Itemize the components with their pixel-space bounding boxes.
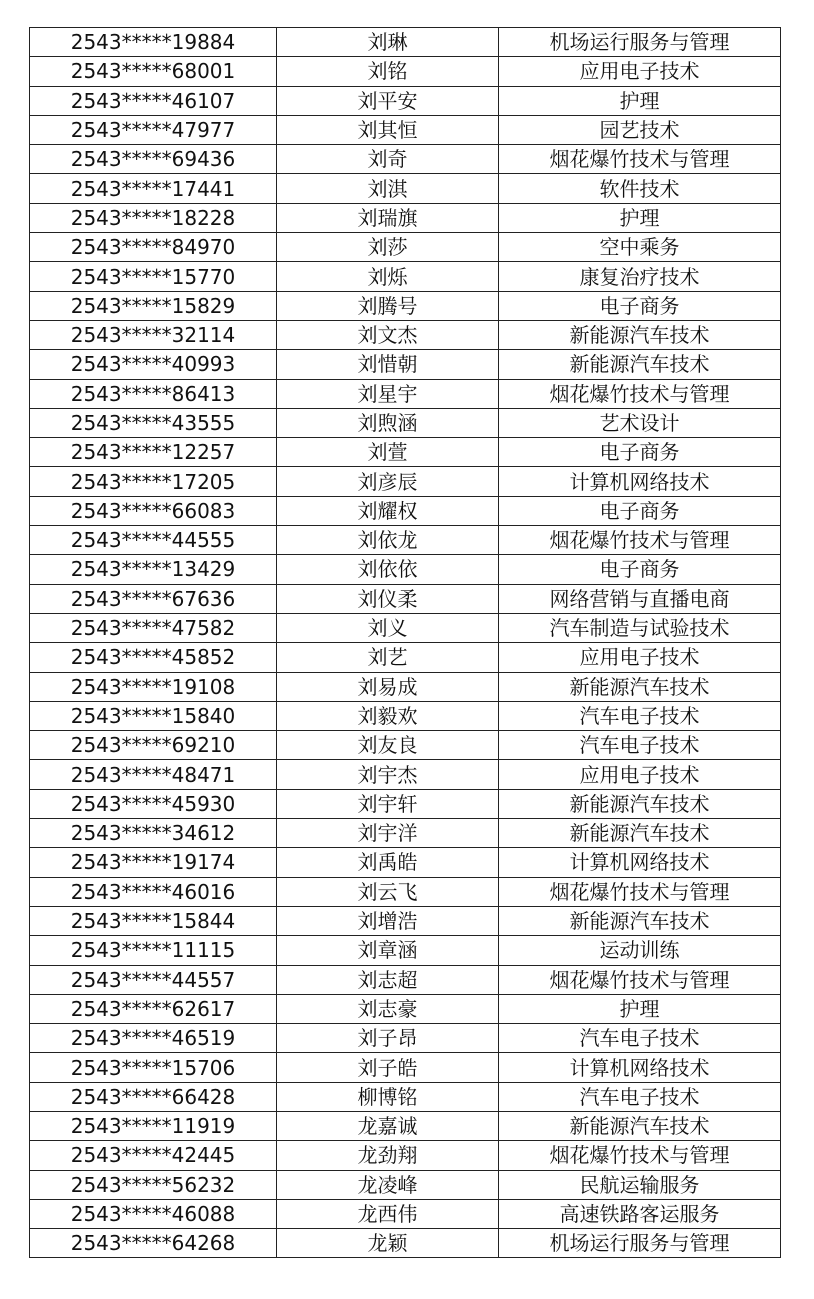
candidate-id-cell: 2543*****43555 bbox=[30, 408, 277, 437]
table-row bbox=[30, 1053, 781, 1082]
major-cell: 新能源汽车技术 bbox=[499, 1111, 781, 1140]
table-row bbox=[30, 496, 781, 525]
student-name-cell: 刘义 bbox=[277, 613, 499, 642]
student-name-cell: 刘星宇 bbox=[277, 379, 499, 408]
major-cell: 新能源汽车技术 bbox=[499, 906, 781, 935]
candidate-id-cell: 2543*****56232 bbox=[30, 1170, 277, 1199]
candidate-id-cell: 2543*****15829 bbox=[30, 291, 277, 320]
candidate-id-cell: 2543*****47582 bbox=[30, 613, 277, 642]
candidate-id-cell: 2543*****84970 bbox=[30, 233, 277, 262]
student-name-cell: 刘平安 bbox=[277, 86, 499, 115]
candidate-id-cell: 2543*****19108 bbox=[30, 672, 277, 701]
table-row bbox=[30, 643, 781, 672]
table-row bbox=[30, 57, 781, 86]
table-row bbox=[30, 28, 781, 57]
student-name-cell: 刘禹皓 bbox=[277, 848, 499, 877]
candidate-id-cell: 2543*****13429 bbox=[30, 555, 277, 584]
candidate-id-cell: 2543*****45930 bbox=[30, 789, 277, 818]
student-name-cell: 刘烁 bbox=[277, 262, 499, 291]
major-cell: 汽车电子技术 bbox=[499, 701, 781, 730]
student-name-cell: 龙西伟 bbox=[277, 1199, 499, 1228]
major-cell: 电子商务 bbox=[499, 438, 781, 467]
major-cell: 汽车电子技术 bbox=[499, 731, 781, 760]
student-name-cell: 刘淇 bbox=[277, 174, 499, 203]
major-cell: 园艺技术 bbox=[499, 115, 781, 144]
major-cell: 计算机网络技术 bbox=[499, 467, 781, 496]
student-name-cell: 刘子皓 bbox=[277, 1053, 499, 1082]
major-cell: 护理 bbox=[499, 86, 781, 115]
candidate-id-cell: 2543*****62617 bbox=[30, 994, 277, 1023]
major-cell: 新能源汽车技术 bbox=[499, 672, 781, 701]
major-cell: 电子商务 bbox=[499, 496, 781, 525]
table-row bbox=[30, 936, 781, 965]
major-cell: 新能源汽车技术 bbox=[499, 320, 781, 349]
candidate-id-cell: 2543*****69210 bbox=[30, 731, 277, 760]
student-name-cell: 刘其恒 bbox=[277, 115, 499, 144]
major-cell: 烟花爆竹技术与管理 bbox=[499, 877, 781, 906]
student-name-cell: 刘增浩 bbox=[277, 906, 499, 935]
student-name-cell: 刘铭 bbox=[277, 57, 499, 86]
table-row bbox=[30, 467, 781, 496]
candidate-id-cell: 2543*****44555 bbox=[30, 526, 277, 555]
major-cell: 艺术设计 bbox=[499, 408, 781, 437]
student-name-cell: 刘琳 bbox=[277, 28, 499, 57]
student-name-cell: 刘耀权 bbox=[277, 496, 499, 525]
candidate-id-cell: 2543*****48471 bbox=[30, 760, 277, 789]
major-cell: 汽车电子技术 bbox=[499, 1024, 781, 1053]
student-name-cell: 刘瑞旗 bbox=[277, 203, 499, 232]
major-cell: 应用电子技术 bbox=[499, 643, 781, 672]
student-name-cell: 刘子昂 bbox=[277, 1024, 499, 1053]
candidate-id-cell: 2543*****17441 bbox=[30, 174, 277, 203]
student-name-cell: 刘彦辰 bbox=[277, 467, 499, 496]
major-cell: 新能源汽车技术 bbox=[499, 789, 781, 818]
major-cell: 护理 bbox=[499, 203, 781, 232]
student-name-cell: 刘仪柔 bbox=[277, 584, 499, 613]
candidate-id-cell: 2543*****11115 bbox=[30, 936, 277, 965]
student-name-cell: 龙嘉诚 bbox=[277, 1111, 499, 1140]
table-row bbox=[30, 1170, 781, 1199]
table-row bbox=[30, 584, 781, 613]
major-cell: 烟花爆竹技术与管理 bbox=[499, 965, 781, 994]
student-name-cell: 刘莎 bbox=[277, 233, 499, 262]
candidate-id-cell: 2543*****46519 bbox=[30, 1024, 277, 1053]
candidate-id-cell: 2543*****86413 bbox=[30, 379, 277, 408]
major-cell: 应用电子技术 bbox=[499, 760, 781, 789]
student-name-cell: 刘文杰 bbox=[277, 320, 499, 349]
student-name-cell: 柳博铭 bbox=[277, 1082, 499, 1111]
table-row bbox=[30, 1141, 781, 1170]
candidate-id-cell: 2543*****67636 bbox=[30, 584, 277, 613]
candidate-id-cell: 2543*****66083 bbox=[30, 496, 277, 525]
table-row bbox=[30, 819, 781, 848]
major-cell: 电子商务 bbox=[499, 291, 781, 320]
student-name-cell: 刘毅欢 bbox=[277, 701, 499, 730]
table-row bbox=[30, 233, 781, 262]
student-name-cell: 刘云飞 bbox=[277, 877, 499, 906]
student-name-cell: 刘宇杰 bbox=[277, 760, 499, 789]
student-name-cell: 刘艺 bbox=[277, 643, 499, 672]
candidate-id-cell: 2543*****17205 bbox=[30, 467, 277, 496]
candidate-id-cell: 2543*****68001 bbox=[30, 57, 277, 86]
candidate-id-cell: 2543*****46088 bbox=[30, 1199, 277, 1228]
candidate-id-cell: 2543*****19174 bbox=[30, 848, 277, 877]
candidate-id-cell: 2543*****34612 bbox=[30, 819, 277, 848]
student-name-cell: 刘萱 bbox=[277, 438, 499, 467]
major-cell: 运动训练 bbox=[499, 936, 781, 965]
major-cell: 康复治疗技术 bbox=[499, 262, 781, 291]
roster-table bbox=[29, 27, 781, 1258]
major-cell: 护理 bbox=[499, 994, 781, 1023]
major-cell: 空中乘务 bbox=[499, 233, 781, 262]
candidate-id-cell: 2543*****46107 bbox=[30, 86, 277, 115]
table-row bbox=[30, 877, 781, 906]
table-row bbox=[30, 408, 781, 437]
candidate-id-cell: 2543*****18228 bbox=[30, 203, 277, 232]
student-name-cell: 刘易成 bbox=[277, 672, 499, 701]
candidate-id-cell: 2543*****11919 bbox=[30, 1111, 277, 1140]
major-cell: 汽车制造与试验技术 bbox=[499, 613, 781, 642]
table-row bbox=[30, 115, 781, 144]
candidate-id-cell: 2543*****46016 bbox=[30, 877, 277, 906]
table-row bbox=[30, 262, 781, 291]
student-name-cell: 刘友良 bbox=[277, 731, 499, 760]
student-name-cell: 刘腾号 bbox=[277, 291, 499, 320]
candidate-id-cell: 2543*****45852 bbox=[30, 643, 277, 672]
table-row bbox=[30, 526, 781, 555]
table-row bbox=[30, 320, 781, 349]
table-row bbox=[30, 1111, 781, 1140]
student-name-cell: 刘宇轩 bbox=[277, 789, 499, 818]
candidate-id-cell: 2543*****15844 bbox=[30, 906, 277, 935]
table-row bbox=[30, 789, 781, 818]
major-cell: 民航运输服务 bbox=[499, 1170, 781, 1199]
table-row bbox=[30, 1082, 781, 1111]
candidate-id-cell: 2543*****15840 bbox=[30, 701, 277, 730]
table-row bbox=[30, 701, 781, 730]
candidate-id-cell: 2543*****15770 bbox=[30, 262, 277, 291]
table-row bbox=[30, 613, 781, 642]
table-row bbox=[30, 86, 781, 115]
table-row bbox=[30, 965, 781, 994]
candidate-id-cell: 2543*****64268 bbox=[30, 1229, 277, 1258]
table-row bbox=[30, 438, 781, 467]
table-row bbox=[30, 350, 781, 379]
major-cell: 电子商务 bbox=[499, 555, 781, 584]
candidate-id-cell: 2543*****15706 bbox=[30, 1053, 277, 1082]
student-name-cell: 刘宇洋 bbox=[277, 819, 499, 848]
student-name-cell: 刘志超 bbox=[277, 965, 499, 994]
major-cell: 高速铁路客运服务 bbox=[499, 1199, 781, 1228]
major-cell: 机场运行服务与管理 bbox=[499, 1229, 781, 1258]
table-row bbox=[30, 1229, 781, 1258]
major-cell: 烟花爆竹技术与管理 bbox=[499, 526, 781, 555]
candidate-id-cell: 2543*****47977 bbox=[30, 115, 277, 144]
student-name-cell: 刘依依 bbox=[277, 555, 499, 584]
student-name-cell: 刘章涵 bbox=[277, 936, 499, 965]
major-cell: 新能源汽车技术 bbox=[499, 350, 781, 379]
table-row bbox=[30, 145, 781, 174]
student-name-cell: 龙劲翔 bbox=[277, 1141, 499, 1170]
table-row bbox=[30, 555, 781, 584]
major-cell: 烟花爆竹技术与管理 bbox=[499, 379, 781, 408]
table-row bbox=[30, 379, 781, 408]
student-name-cell: 刘惜朝 bbox=[277, 350, 499, 379]
major-cell: 新能源汽车技术 bbox=[499, 819, 781, 848]
table-row bbox=[30, 1024, 781, 1053]
student-name-cell: 龙颖 bbox=[277, 1229, 499, 1258]
candidate-id-cell: 2543*****32114 bbox=[30, 320, 277, 349]
major-cell: 网络营销与直播电商 bbox=[499, 584, 781, 613]
table-row bbox=[30, 731, 781, 760]
major-cell: 软件技术 bbox=[499, 174, 781, 203]
candidate-id-cell: 2543*****42445 bbox=[30, 1141, 277, 1170]
table-row bbox=[30, 672, 781, 701]
student-name-cell: 刘依龙 bbox=[277, 526, 499, 555]
candidate-id-cell: 2543*****66428 bbox=[30, 1082, 277, 1111]
student-name-cell: 龙凌峰 bbox=[277, 1170, 499, 1199]
table-row bbox=[30, 1199, 781, 1228]
major-cell: 烟花爆竹技术与管理 bbox=[499, 1141, 781, 1170]
table-row bbox=[30, 994, 781, 1023]
student-name-cell: 刘奇 bbox=[277, 145, 499, 174]
roster-table-body bbox=[30, 28, 781, 1258]
candidate-id-cell: 2543*****69436 bbox=[30, 145, 277, 174]
table-row bbox=[30, 174, 781, 203]
candidate-id-cell: 2543*****12257 bbox=[30, 438, 277, 467]
major-cell: 计算机网络技术 bbox=[499, 848, 781, 877]
table-row bbox=[30, 848, 781, 877]
major-cell: 机场运行服务与管理 bbox=[499, 28, 781, 57]
student-name-cell: 刘煦涵 bbox=[277, 408, 499, 437]
major-cell: 汽车电子技术 bbox=[499, 1082, 781, 1111]
major-cell: 计算机网络技术 bbox=[499, 1053, 781, 1082]
major-cell: 应用电子技术 bbox=[499, 57, 781, 86]
candidate-id-cell: 2543*****19884 bbox=[30, 28, 277, 57]
candidate-id-cell: 2543*****40993 bbox=[30, 350, 277, 379]
candidate-id-cell: 2543*****44557 bbox=[30, 965, 277, 994]
major-cell: 烟花爆竹技术与管理 bbox=[499, 145, 781, 174]
table-row bbox=[30, 906, 781, 935]
table-row bbox=[30, 203, 781, 232]
table-row bbox=[30, 291, 781, 320]
table-row bbox=[30, 760, 781, 789]
student-name-cell: 刘志豪 bbox=[277, 994, 499, 1023]
